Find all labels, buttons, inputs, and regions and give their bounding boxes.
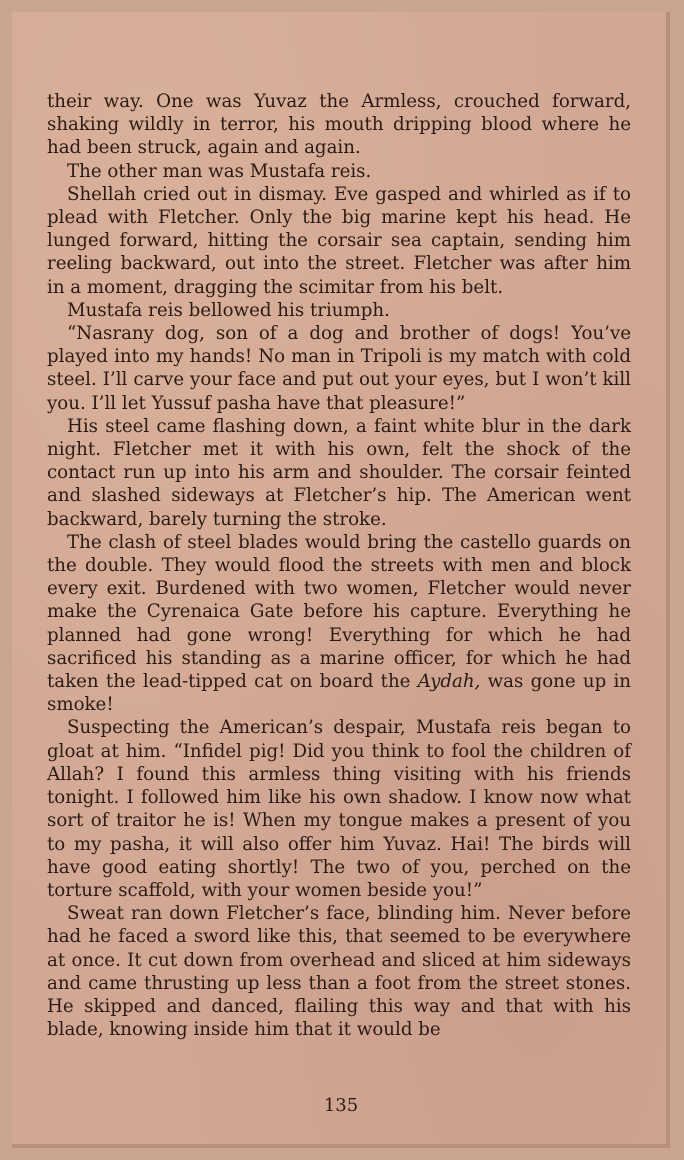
body-text [47,90,631,1041]
paragraph: The other man was Mustafa reis. [67,160,372,182]
ship-name: Aydah, [417,671,481,693]
paragraph: Shellah cried out in dismay. Eve gasped and whirled as if to plead with Fletcher. Only the big marine kept his head. He lunged forward, hitting the corsair sea captain, sending him reeling backward, out into the street. Fletcher was after him in a moment, dragging the scimitar from his belt. [47,183,631,298]
paragraph: Suspecting the American’s despair, Mustafa reis began to gloat at him. “Infidel pig! Did you think to fool the children of Allah? I found this armless thing visiting with his friends tonight. I followed him like his own shadow. I know now what sort of traitor he is! When my tongue makes a present of you to my pasha, it will also offer him Yuvaz. Hai! The birds will have good eating shortly! The two of you, perched on the torture scaffold, with your women beside you!” [47,717,631,901]
paragraph-text: The clash of steel blades would bring the castello guards on the double. They would flood the streets with men and block every exit. Burdened with two women, Fletcher would never make the Cyrenaica Gate before his capture. Everything he planned had gone wrong! Everything for which he had sacrificed his standing as a marine officer, for which he had taken the lead-tipped cat on board the [47,531,631,693]
paragraph-text: was gone up in smoke! [47,671,631,716]
paragraph: Sweat ran down Fletcher’s face, blinding him. Never before had he faced a sword like this, that seemed to be everywhere at once. It cut down from overhead and sliced at him sideways and came thrusting up less than a foot from the street stones. He skipped and danced, flailing this way and that with his blade, knowing inside him that it would be [47,903,631,1041]
paragraph [47,531,631,717]
page-number: 135 [323,1095,359,1116]
paragraph: Mustafa reis bellowed his triumph. [67,299,390,321]
paragraph: “Nasrany dog, son of a dog and brother of dogs! You’ve played into my hands! No man in Tripoli is my match with cold steel. I’ll carve your face and put out your eyes, but I won’t kill you. I’ll let Yussuf pasha have that pleasure!” [47,323,631,414]
paragraph: His steel came flashing down, a faint white blur in the dark night. Fletcher met it with his own, felt the shock of the contact run up into his arm and shoulder. The corsair feinted and slashed sideways at Fletcher’s hip. The American went backward, barely turning the stroke. [47,415,631,530]
book-page [12,12,670,1148]
paragraph: their way. One was Yuvaz the Armless, crouched forward, shaking wildly in terror, his mouth dripping blood where he had been struck, again and again. [47,91,631,159]
